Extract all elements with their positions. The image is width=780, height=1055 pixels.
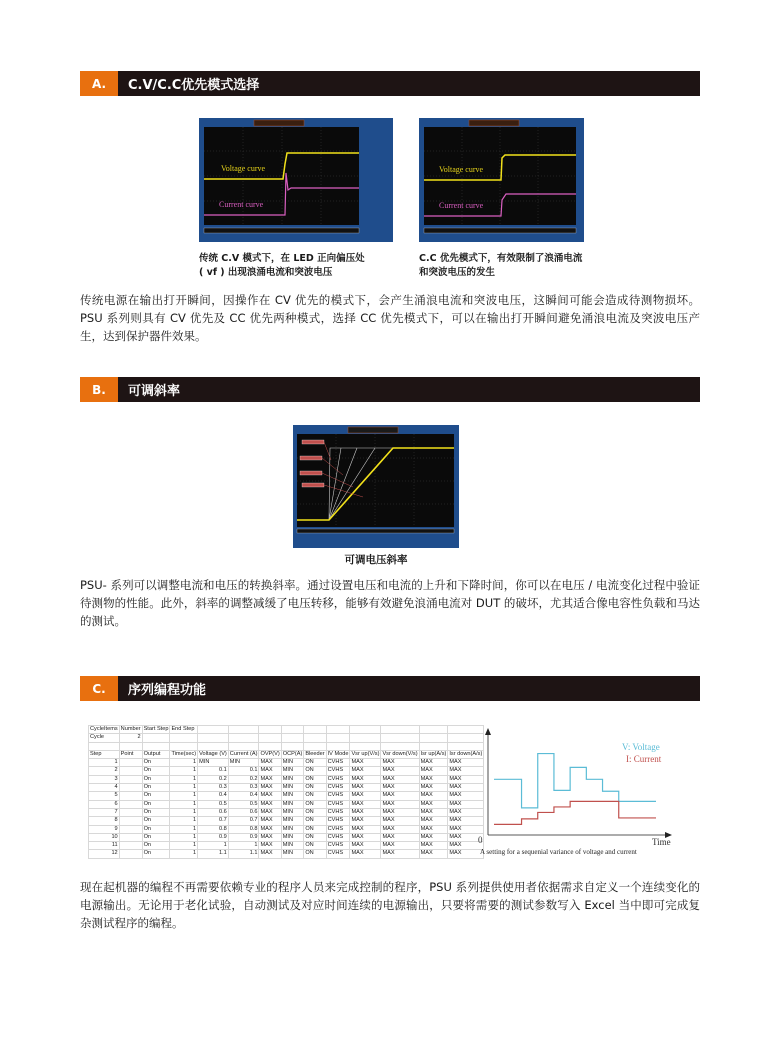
sheet-cell: 2 xyxy=(119,734,142,742)
sheet-cell: CVHS xyxy=(326,808,350,816)
sheet-cell: MIN xyxy=(281,842,304,850)
sheet-cell: On xyxy=(142,817,170,825)
sheet-cell xyxy=(350,726,381,734)
origin-label: 0 xyxy=(478,835,483,845)
sheet-cell xyxy=(198,742,229,750)
sheet-cell: 1 xyxy=(170,850,198,858)
sheet-cell xyxy=(259,726,281,734)
scope-cv-mode xyxy=(199,118,393,242)
sheet-cell: MAX xyxy=(259,784,281,792)
sheet-cell: ON xyxy=(304,784,326,792)
sheet-cell: CVHS xyxy=(326,825,350,833)
sheet-cell: Current (A) xyxy=(229,750,258,757)
sheet-cell xyxy=(381,742,419,750)
sheet-cell: MAX xyxy=(419,784,448,792)
sheet-cell: 3 xyxy=(89,775,120,783)
sheet-cell xyxy=(119,842,142,850)
sheet-cell: CVHS xyxy=(326,817,350,825)
caption-line: ( vf ) 出现浪涌电流和突波电压 xyxy=(199,267,333,278)
sheet-cell xyxy=(304,742,326,750)
sheet-cell: MIN xyxy=(281,833,304,841)
current-curve-label: Current curve xyxy=(219,200,264,209)
sheet-cell: MAX xyxy=(448,784,484,792)
sheet-cell: CVHS xyxy=(326,850,350,858)
sheet-data-row xyxy=(89,800,484,808)
sheet-cell xyxy=(119,817,142,825)
sheet-cell: ON xyxy=(304,800,326,808)
section-b-paragraph: PSU- 系列可以调整电流和电压的转换斜率。通过设置电压和电流的上升和下降时间，你可以在电压 / 电流变化过程中验证待测物的性能。此外，斜率的调整减缓了电压转移，能够有效避免浪涌电流对 DUT 的破坏，尤其适合像电容性负载和马达的测试。 xyxy=(80,578,700,628)
sheet-cell: MAX xyxy=(259,850,281,858)
sheet-cell xyxy=(142,734,170,742)
sheet-cell: CVHS xyxy=(326,800,350,808)
sheet-cell xyxy=(119,767,142,775)
sheet-cell: MAX xyxy=(419,792,448,800)
sheet-cell xyxy=(350,734,381,742)
section-b-tag: B. xyxy=(80,377,118,402)
sheet-cell: MAX xyxy=(419,817,448,825)
sheet-cell: CVHS xyxy=(326,833,350,841)
legend-voltage: V: Voltage xyxy=(622,742,660,752)
sheet-cell: On xyxy=(142,767,170,775)
sheet-cell: 1 xyxy=(170,767,198,775)
section-c-title: 序列编程功能 xyxy=(128,683,207,698)
sheet-data-row xyxy=(89,759,484,767)
sheet-cell: 1.1 xyxy=(228,850,259,858)
section-b-title: 可调斜率 xyxy=(128,384,181,399)
sheet-cell: 9 xyxy=(89,825,120,833)
sheet-cell: Number xyxy=(120,726,141,732)
sheet-cell: MAX xyxy=(350,767,381,775)
sheet-cell: 4 xyxy=(89,784,120,792)
sheet-cell: ON xyxy=(304,759,326,767)
section-c-header xyxy=(80,676,700,701)
sheet-cell: 7 xyxy=(89,808,120,816)
sheet-cell: 0.8 xyxy=(198,825,229,833)
sheet-cell: MAX xyxy=(259,808,281,816)
sheet-cell: MAX xyxy=(350,775,381,783)
scope-cv-caption xyxy=(199,252,365,280)
sheet-cell: OVP(V) xyxy=(260,750,280,757)
sheet-cell: 0.3 xyxy=(228,784,259,792)
sheet-cell xyxy=(119,742,142,750)
sheet-cell: CVHS xyxy=(326,792,350,800)
sheet-cell: MAX xyxy=(448,833,484,841)
sheet-cell: 0.7 xyxy=(198,817,229,825)
sheet-cell: CycleItems xyxy=(90,726,118,732)
sheet-cell: MAX xyxy=(419,800,448,808)
sheet-cell: ON xyxy=(304,833,326,841)
sheet-cell: MAX xyxy=(381,850,419,858)
caption-line: 和突波电压的发生 xyxy=(419,267,496,278)
sheet-cell: MAX xyxy=(259,775,281,783)
sheet-cell: MAX xyxy=(419,850,448,858)
sheet-cell: Isr down(A/s) xyxy=(449,750,483,757)
sheet-cell: MAX xyxy=(419,775,448,783)
sheet-cell: Output xyxy=(142,750,170,758)
sheet-cell xyxy=(228,734,259,742)
sheet-cell: On xyxy=(142,850,170,858)
sheet-cell: On xyxy=(142,775,170,783)
sheet-cell: MAX xyxy=(419,759,448,767)
sheet-cell xyxy=(326,734,350,742)
caption-line: 传统 C.V 模式下，在 LED 正向偏压处 xyxy=(199,253,365,264)
sheet-cell: MAX xyxy=(350,833,381,841)
sheet-cell: MAX xyxy=(259,767,281,775)
sheet-cell: On xyxy=(142,833,170,841)
sheet-cell: ON xyxy=(304,825,326,833)
sheet-cell xyxy=(381,734,419,742)
sheet-data-row xyxy=(89,792,484,800)
sheet-cell: MAX xyxy=(448,792,484,800)
sheet-cell: 12 xyxy=(89,850,120,858)
diagram-caption: A setting for a sequenial variance of voltage and current xyxy=(480,848,637,856)
sheet-cell: MAX xyxy=(350,759,381,767)
sheet-cell: 1 xyxy=(170,825,198,833)
sheet-cell xyxy=(304,734,326,742)
sheet-cell: Vsr down(V/s) xyxy=(382,750,418,757)
sheet-cell: 1 xyxy=(170,842,198,850)
sheet-cell xyxy=(419,734,448,742)
sheet-cell: 1 xyxy=(170,808,198,816)
sheet-cell: IV Mode xyxy=(327,750,349,757)
sheet-data-row xyxy=(89,767,484,775)
sheet-cell: MAX xyxy=(448,825,484,833)
sheet-cell: CVHS xyxy=(326,767,350,775)
section-c-tag: C. xyxy=(80,676,118,701)
sheet-cell: ON xyxy=(304,817,326,825)
sheet-cell: MAX xyxy=(381,808,419,816)
sheet-cell: MAX xyxy=(419,825,448,833)
sheet-cell: ON xyxy=(304,767,326,775)
sheet-cell: MAX xyxy=(419,842,448,850)
sheet-cell: MIN xyxy=(281,800,304,808)
sheet-cell: 0.4 xyxy=(228,792,259,800)
sheet-cell: CVHS xyxy=(326,759,350,767)
sheet-data-row xyxy=(89,842,484,850)
sheet-cell xyxy=(228,726,259,734)
sheet-cell: ON xyxy=(304,808,326,816)
sequence-spreadsheet xyxy=(88,725,484,859)
sheet-cell: 0.4 xyxy=(198,792,229,800)
sheet-cell: 0.3 xyxy=(198,784,229,792)
sheet-cell xyxy=(419,726,448,734)
sheet-cell: On xyxy=(142,784,170,792)
current-curve-label: Current curve xyxy=(439,201,484,210)
sheet-cell: 1 xyxy=(170,759,198,767)
sheet-cell: 10 xyxy=(89,833,120,841)
sheet-cell xyxy=(281,726,304,734)
sheet-cycle-row xyxy=(89,734,484,742)
section-b-header xyxy=(80,377,700,402)
sheet-cell: On xyxy=(142,800,170,808)
sheet-cell xyxy=(119,759,142,767)
sheet-cell: 6 xyxy=(89,800,120,808)
sheet-cell: MAX xyxy=(419,833,448,841)
sheet-cell: On xyxy=(142,759,170,767)
sheet-cell xyxy=(119,825,142,833)
section-a-header xyxy=(80,71,700,96)
sheet-cell: MAX xyxy=(350,800,381,808)
x-axis-label: Time xyxy=(652,837,671,847)
sheet-cell xyxy=(119,784,142,792)
sheet-cycle-header-row xyxy=(89,726,484,734)
sheet-cell: MIN xyxy=(281,817,304,825)
sheet-cell: MAX xyxy=(259,792,281,800)
sheet-cell: MIN xyxy=(281,850,304,858)
sheet-data-row xyxy=(89,808,484,816)
sheet-cell: 1 xyxy=(170,775,198,783)
voltage-curve-label: Voltage curve xyxy=(221,164,266,173)
sheet-cell: MAX xyxy=(381,817,419,825)
sheet-cell: 0.6 xyxy=(198,808,229,816)
sheet-cell: MAX xyxy=(448,759,484,767)
sheet-cell: MIN xyxy=(281,784,304,792)
sheet-cell: Vsr up(V/s) xyxy=(351,750,380,757)
sheet-cell: Point xyxy=(119,750,142,758)
sheet-cell: MAX xyxy=(259,833,281,841)
sheet-cell: 1 xyxy=(170,817,198,825)
sheet-cell xyxy=(198,726,229,734)
sheet-cell: 0.9 xyxy=(228,833,259,841)
sheet-cell: MAX xyxy=(259,825,281,833)
sheet-cell: MIN xyxy=(281,808,304,816)
sheet-cell: 0.9 xyxy=(198,833,229,841)
sheet-cell: 0.2 xyxy=(228,775,259,783)
sheet-cell: 1 xyxy=(170,784,198,792)
sheet-cell xyxy=(142,742,170,750)
sheet-cell: MAX xyxy=(381,825,419,833)
sheet-cell xyxy=(170,742,198,750)
legend-current: I: Current xyxy=(626,754,662,764)
sheet-cell: MAX xyxy=(381,759,419,767)
sheet-cell: 1 xyxy=(89,759,120,767)
sheet-cell: MAX xyxy=(448,775,484,783)
sheet-cell: 0.2 xyxy=(198,775,229,783)
sheet-cell: 0.7 xyxy=(228,817,259,825)
scope-cc-mode xyxy=(419,118,584,242)
sheet-cell: On xyxy=(142,808,170,816)
sheet-cell: MAX xyxy=(448,767,484,775)
sheet-cell: CVHS xyxy=(326,784,350,792)
sheet-cell xyxy=(281,742,304,750)
sheet-cell: MAX xyxy=(259,759,281,767)
sheet-cell xyxy=(304,726,326,734)
sheet-cell: MAX xyxy=(350,850,381,858)
sheet-cell: 0.1 xyxy=(228,767,259,775)
sheet-cell: 8 xyxy=(89,817,120,825)
sheet-cell: MAX xyxy=(259,800,281,808)
sheet-data-row xyxy=(89,775,484,783)
sheet-cell: 1.1 xyxy=(198,850,229,858)
sheet-cell xyxy=(228,742,259,750)
sheet-cell: Time(sec) xyxy=(171,750,197,757)
caption-line: C.C 优先模式下，有效限制了浪涌电流 xyxy=(419,253,583,264)
sheet-cell xyxy=(170,734,198,742)
sheet-cell: Bleeder xyxy=(305,750,325,757)
sheet-cell xyxy=(259,742,281,750)
sheet-cell: MAX xyxy=(448,800,484,808)
sheet-cell: MAX xyxy=(381,842,419,850)
sheet-cell: MAX xyxy=(350,842,381,850)
sheet-cell xyxy=(419,742,448,750)
sheet-cell: 0.5 xyxy=(228,800,259,808)
sheet-cell xyxy=(89,742,120,750)
sheet-cell: MIN xyxy=(198,759,229,767)
sheet-cell: 1 xyxy=(170,800,198,808)
sheet-cell xyxy=(119,800,142,808)
sheet-cell xyxy=(198,734,229,742)
sheet-cell: MAX xyxy=(381,767,419,775)
sheet-cell: MAX xyxy=(350,792,381,800)
section-a-paragraph: 传统电源在输出打开瞬间，因操作在 CV 优先的模式下，会产生涌浪电流和突波电压，这瞬间可能会造成待测物损坏。PSU 系列则具有 CV 优先及 CC 优先两种模式，选择 CC 优先模式下，可以在输出打开瞬间避免涌浪电流及突波电压产生，达到保护器件效果。 xyxy=(80,293,700,343)
sheet-cell xyxy=(326,726,350,734)
sheet-data-row xyxy=(89,825,484,833)
sheet-cell: MIN xyxy=(281,792,304,800)
sheet-header-row xyxy=(89,750,484,758)
sheet-cell: 0.1 xyxy=(198,767,229,775)
sheet-cell: MAX xyxy=(381,833,419,841)
sheet-cell: 1 xyxy=(228,842,259,850)
voltage-curve-label: Voltage curve xyxy=(439,165,484,174)
sheet-cell: On xyxy=(142,825,170,833)
sheet-cell: 1 xyxy=(198,842,229,850)
sheet-cell: 0.8 xyxy=(228,825,259,833)
sheet-cell: MAX xyxy=(259,842,281,850)
sheet-cell: MIN xyxy=(281,767,304,775)
sheet-cell: MAX xyxy=(448,817,484,825)
sheet-cell: Step xyxy=(89,750,120,758)
sheet-cell: MIN xyxy=(281,759,304,767)
sheet-cell: ON xyxy=(304,775,326,783)
sheet-cell xyxy=(350,742,381,750)
sheet-cell: CVHS xyxy=(326,775,350,783)
section-a-title: C.V/C.C优先模式选择 xyxy=(128,78,260,93)
sheet-data-row xyxy=(89,850,484,858)
sheet-cell: MAX xyxy=(381,775,419,783)
section-c-paragraph: 现在起机器的编程不再需要依赖专业的程序人员来完成控制的程序，PSU 系列提供使用者依据需求自定义一个连续变化的电源输出。无论用于老化试验，自动测试及对应时间连续的电源输出，只要将需要的测试参数写入 Excel 当中即可完成复杂测试程序的编程。 xyxy=(80,880,700,930)
sheet-cell: MAX xyxy=(381,800,419,808)
sheet-cell: MAX xyxy=(448,808,484,816)
sheet-cell: MAX xyxy=(350,817,381,825)
sheet-cell: 5 xyxy=(89,792,120,800)
sheet-cell: Start Step xyxy=(143,726,169,732)
sheet-cell: MAX xyxy=(381,784,419,792)
scope-slew-rate xyxy=(293,425,459,548)
sheet-cell xyxy=(119,850,142,858)
sheet-cell: MIN xyxy=(281,775,304,783)
sheet-blank-row xyxy=(89,742,484,750)
sheet-cell: ON xyxy=(304,850,326,858)
sheet-cell: 0.6 xyxy=(228,808,259,816)
sheet-cell xyxy=(119,808,142,816)
sheet-cell: Cycle xyxy=(89,734,120,742)
sheet-data-row xyxy=(89,833,484,841)
sheet-cell: MAX xyxy=(448,842,484,850)
scope-cc-caption xyxy=(419,252,582,280)
sheet-cell: Voltage (V) xyxy=(199,750,227,757)
sheet-cell: MAX xyxy=(350,825,381,833)
sheet-cell: On xyxy=(142,792,170,800)
sheet-cell: Isr up(A/s) xyxy=(420,750,447,757)
sheet-cell: MAX xyxy=(419,767,448,775)
sheet-data-row xyxy=(89,817,484,825)
sheet-cell xyxy=(381,726,419,734)
sheet-cell: MAX xyxy=(381,792,419,800)
sheet-data-row xyxy=(89,784,484,792)
sheet-cell: MAX xyxy=(448,850,484,858)
sheet-cell: End Step xyxy=(170,726,198,734)
sheet-cell: 1 xyxy=(170,833,198,841)
sheet-cell: MIN xyxy=(228,759,259,767)
sheet-cell: MAX xyxy=(419,808,448,816)
y-axis-arrow-icon xyxy=(485,728,491,735)
sheet-cell: 1 xyxy=(170,792,198,800)
sheet-cell: 2 xyxy=(89,767,120,775)
sheet-cell: CVHS xyxy=(326,842,350,850)
section-a-tag: A. xyxy=(80,71,118,96)
sheet-cell: MAX xyxy=(350,784,381,792)
sheet-cell: ON xyxy=(304,842,326,850)
sheet-cell xyxy=(326,742,350,750)
current-series-line xyxy=(494,801,656,824)
sheet-cell: On xyxy=(142,842,170,850)
sheet-cell: MIN xyxy=(281,825,304,833)
sequence-diagram xyxy=(476,727,676,859)
sheet-cell: MAX xyxy=(350,808,381,816)
sheet-cell xyxy=(259,734,281,742)
sheet-cell: OCP(A) xyxy=(282,750,303,757)
sheet-cell xyxy=(119,792,142,800)
sheet-cell xyxy=(119,775,142,783)
sheet-cell: 0.5 xyxy=(198,800,229,808)
sheet-cell: 11 xyxy=(89,842,120,850)
sheet-cell xyxy=(119,833,142,841)
sheet-cell: MAX xyxy=(259,817,281,825)
scope-slew-caption: 可调电压斜率 xyxy=(344,554,408,566)
sheet-cell xyxy=(281,734,304,742)
sheet-cell: ON xyxy=(304,792,326,800)
